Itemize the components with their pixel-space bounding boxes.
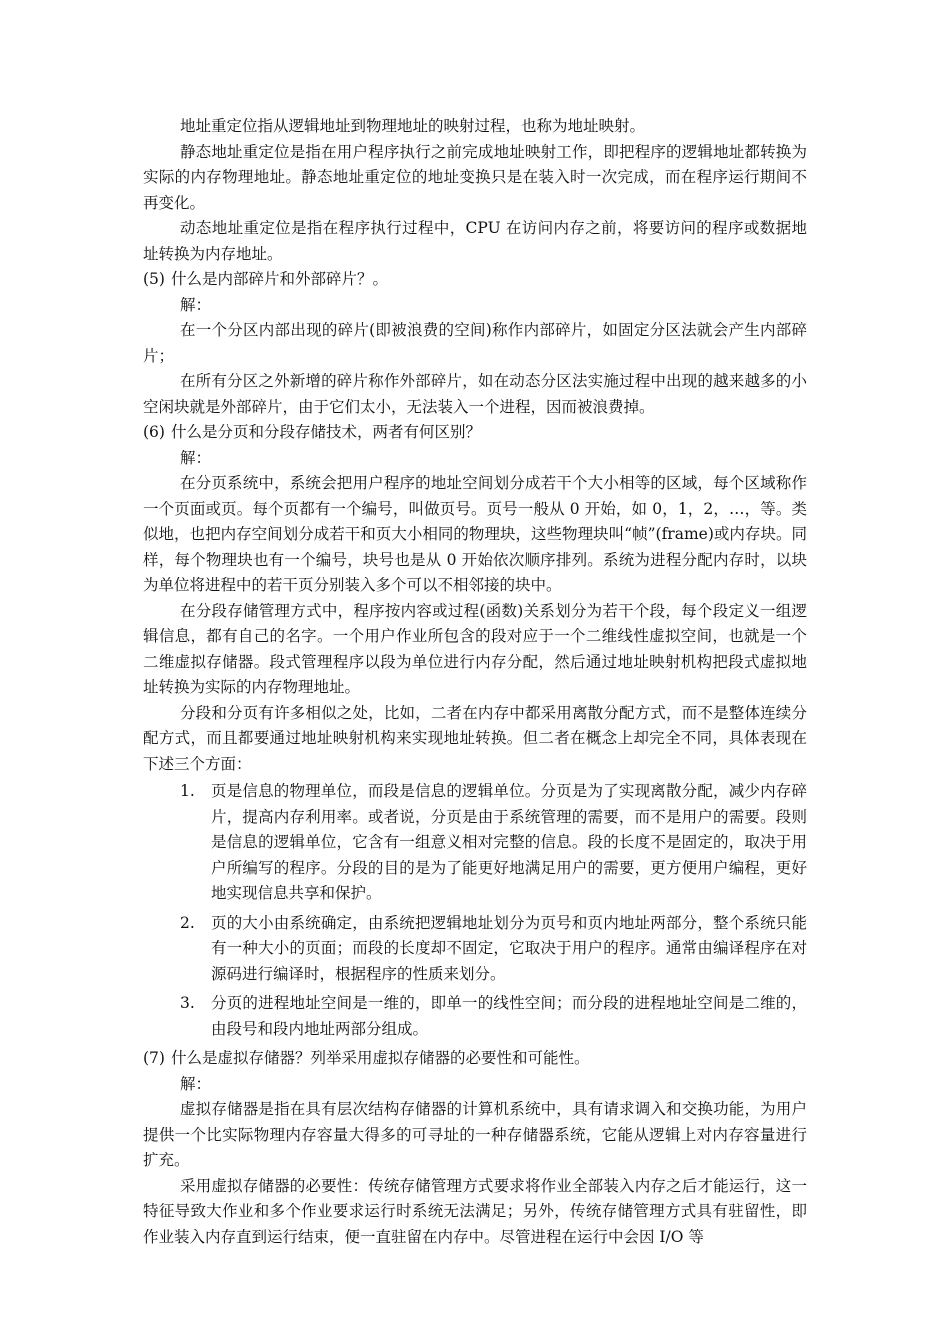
list-text: 页是信息的物理单位，而段是信息的逻辑单位。分页是为了实现离散分配，减少内存碎片，提高内存利用率。或者说，分页是由于系统管理的需要，而不是用户的需要。段则是信息的逻辑单位，它含有一组意义相对完整的信息。段的长度不是固定的，取决于用户所编写的程序。分段的目的是为了能更好地满足用户的需要，更方便用户编程，更好地实现信息共享和保护。 — [211, 782, 807, 902]
list-number: 2. — [180, 913, 195, 932]
question-number: (7) — [143, 1049, 165, 1067]
list-item — [143, 991, 807, 1042]
list-text: 分页的进程地址空间是一维的，即单一的线性空间；而分段的进程地址空间是二维的，由段号和段内地址两部分组成。 — [211, 994, 807, 1038]
paragraph-internal-fragment: 在一个分区内部出现的碎片(即被浪费的空间)称作内部碎片，如固定分区法就会产生内部碎片； — [143, 321, 807, 365]
paragraph-comparison: 分段和分页有许多相似之处，比如，二者在内存中都采用离散分配方式，而不是整体连续分配方式，而且都要通过地址映射机构来实现地址转换。但二者在概念上却完全不同，具体表现在下述三个方面： — [143, 703, 807, 773]
solution-label: 解： — [180, 1074, 212, 1093]
solution-label: 解： — [180, 295, 212, 314]
paragraph-segmentation: 在分段存储管理方式中，程序按内容或过程(函数)关系划分为若干个段，每个段定义一组逻辑信息，都有自己的名字。一个用户作业所包含的段对应于一个二维线性虚拟空间，也就是一个二维虚拟存储器。段式管理程序以段为单位进行内存分配，然后通过地址映射机构把段式虚拟地址转换为实际的内存物理地址。 — [143, 601, 807, 696]
paragraph-paging: 在分页系统中，系统会把用户程序的地址空间划分成若干个大小相等的区域，每个区域称作一个页面或页。每个页都有一个编号，叫做页号。页号一般从 0 开始，如 0，1，2，…，等。类似地，也把内存空间划分成若干和页大小相同的物理块，这些物理块叫“帧”(frame)或内存块。同样，每个物理块也有一个编号，块号也是从 0 开始依次顺序排列。系统为进程分配内存时，以块为单位将进程中的若干页分别装入多个可以不相邻接的块中。 — [143, 474, 807, 594]
question-6 — [143, 420, 807, 446]
list-number: 3. — [180, 994, 195, 1012]
list-item — [143, 911, 807, 988]
paragraph-address-relocation: 地址重定位指从逻辑地址到物理地址的映射过程，也称为地址映射。 — [180, 117, 646, 135]
list-text: 页的大小由系统确定，由系统把逻辑地址划分为页号和页内地址两部分，整个系统只能有一种大小的页面；而段的长度却不固定，它取决于用户的程序。通常由编译程序在对源码进行编译时，根据程序的性质来划分。 — [211, 913, 807, 983]
paragraph-virtual-memory: 虚拟存储器是指在具有层次结构存储器的计算机系统中，具有请求调入和交换功能，为用户提供一个比实际物理内存容量大得多的可寻址的一种存储器系统，它能从逻辑上对内存容量进行扩充。 — [143, 1100, 807, 1169]
question-number: (5) — [143, 270, 165, 288]
question-text: 什么是分页和分段存储技术，两者有何区别？ — [171, 423, 482, 441]
question-number: (6) — [143, 423, 165, 441]
document-body — [143, 114, 807, 1250]
solution-label: 解： — [180, 448, 212, 467]
paragraph-external-fragment: 在所有分区之外新增的碎片称作外部碎片，如在动态分区法实施过程中出现的越来越多的小空闲块就是外部碎片，由于它们太小，无法装入一个进程，因而被浪费掉。 — [143, 372, 807, 416]
paragraph-necessity: 采用虚拟存储器的必要性：传统存储管理方式要求将作业全部装入内存之后才能运行，这一特征导致大作业和多个作业要求运行时系统无法满足；另外，传统存储管理方式具有驻留性，即作业装入内存直到运行结束，便一直驻留在内存中。尽管进程在运行中会因 I/O 等 — [143, 1176, 807, 1246]
question-text: 什么是虚拟存储器？列举采用虚拟存储器的必要性和可能性。 — [171, 1049, 590, 1067]
paragraph-static-relocation: 静态地址重定位是指在用户程序执行之前完成地址映射工作，即把程序的逻辑地址都转换为实际的内存物理地址。静态地址重定位的地址变换只是在装入时一次完成，而在程序运行期间不再变化。 — [143, 142, 807, 212]
list-number: 1. — [180, 782, 195, 800]
difference-list — [143, 779, 807, 1042]
question-text: 什么是内部碎片和外部碎片？。 — [171, 270, 389, 288]
paragraph-dynamic-relocation: 动态地址重定位是指在程序执行过程中，CPU 在访问内存之前，将要访问的程序或数据地址转换为内存地址。 — [143, 219, 807, 263]
question-5 — [143, 267, 807, 293]
question-7 — [143, 1046, 807, 1072]
list-item — [143, 779, 807, 907]
